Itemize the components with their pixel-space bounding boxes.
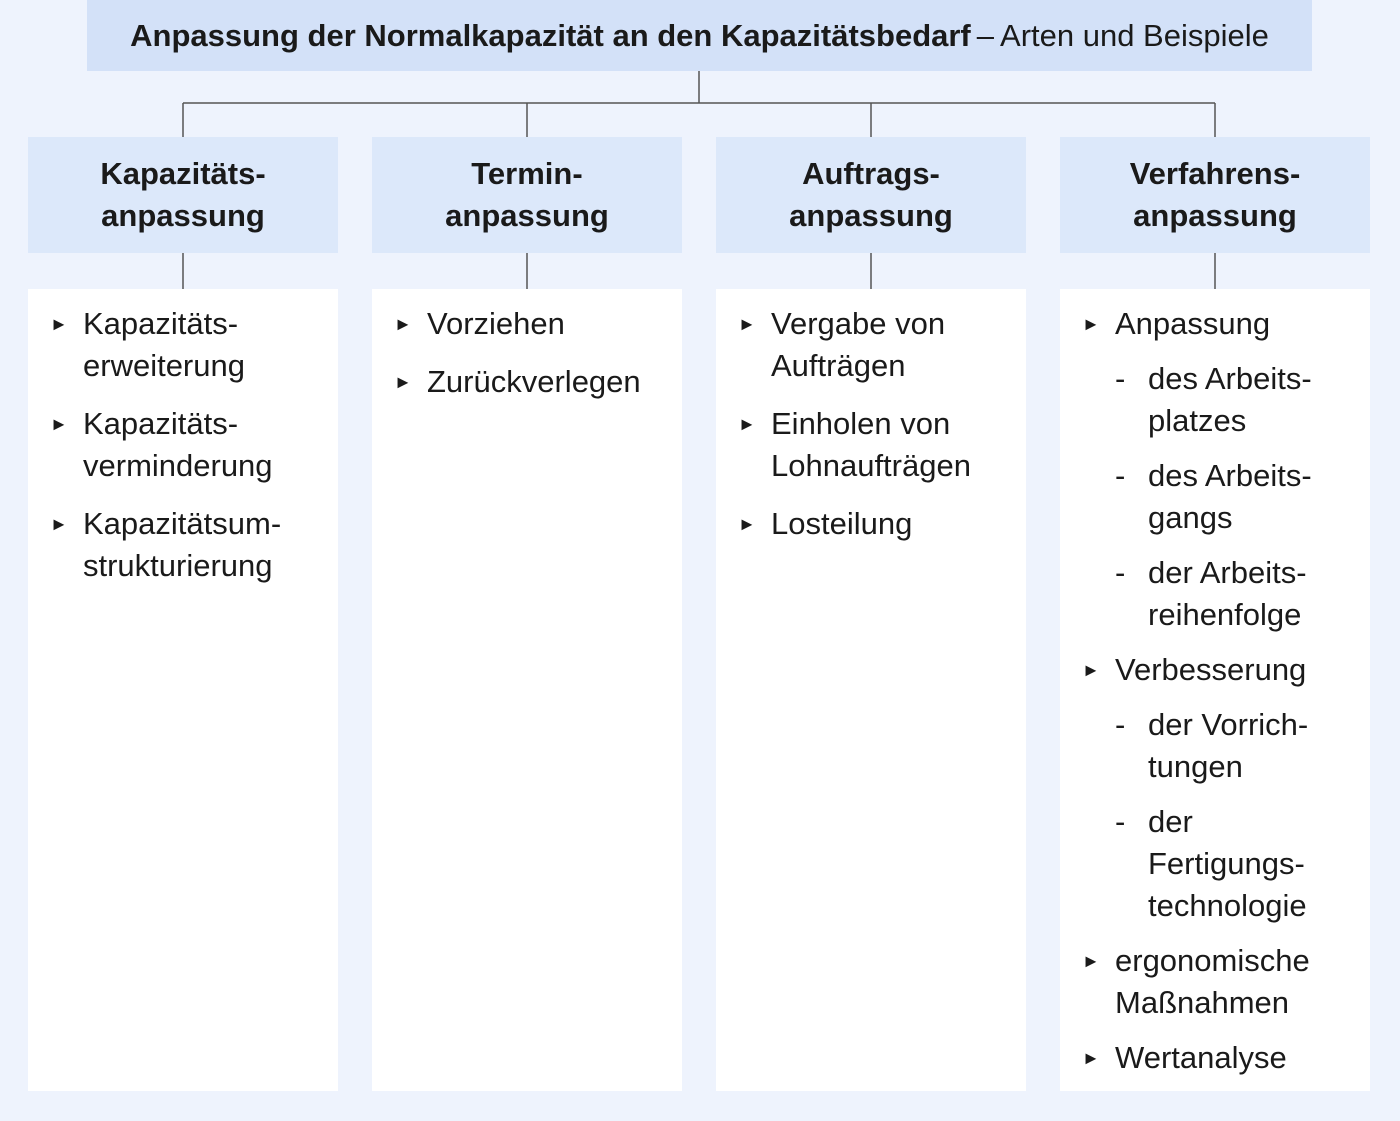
column-body-auftragsanpassung [716,289,1026,1091]
item-line: des Arbeits- [1148,361,1312,396]
dash-icon: - [1115,458,1126,493]
bullet-arrow-icon: ► [1082,1048,1100,1068]
column-body-kapazitaetsanpassung [28,289,338,1091]
item-line: strukturierung [83,548,273,583]
list-item [1060,1037,1360,1079]
item-line: erweiterung [83,348,245,383]
bullet-arrow-icon: ► [50,314,68,334]
column-head-line: Kapazitäts- [100,156,266,191]
item-line: der [1148,804,1193,839]
item-line: des Arbeits- [1148,458,1312,493]
list-item [28,303,328,387]
column-head-kapazitaetsanpassung [28,137,338,253]
list-item [1060,303,1360,345]
bullet-arrow-icon: ► [394,314,412,334]
item-line: gangs [1148,500,1233,535]
item-line: Vorziehen [427,306,565,341]
column-head-line: Termin- [471,156,583,191]
list-item [372,361,672,403]
list-item [28,403,328,487]
dash-icon: - [1115,707,1126,742]
item-line: tungen [1148,749,1243,784]
item-line: Anpassung [1115,306,1271,341]
bullet-arrow-icon: ► [1082,314,1100,334]
dash-icon: - [1115,804,1126,839]
title-rest: Arten und Beispiele [1000,17,1269,53]
item-line: Fertigungs- [1148,846,1305,881]
item-line: Kapazitätsum- [83,506,282,541]
sub-list-item [1060,455,1360,539]
item-line: technologie [1148,888,1307,923]
item-line: Einholen von [771,406,951,441]
sub-list-item [1060,801,1360,927]
bullet-arrow-icon: ► [1082,660,1100,680]
bullet-arrow-icon: ► [738,414,756,434]
item-line: Verbesserung [1115,652,1307,687]
sub-list-item [1060,358,1360,442]
item-line: der Arbeits- [1148,555,1307,590]
item-line: Losteilung [771,506,913,541]
bullet-arrow-icon: ► [394,372,412,392]
item-line: platzes [1148,403,1247,438]
column-head-line: anpassung [789,198,953,233]
bullet-arrow-icon: ► [738,514,756,534]
item-line: Vergabe von [771,306,946,341]
dash-icon: - [1115,555,1126,590]
item-line: ergonomische [1115,943,1310,978]
column-head-line: anpassung [1133,198,1297,233]
sub-list-item [1060,704,1360,788]
column-body-terminanpassung [372,289,682,1091]
item-line: Kapazitäts- [83,406,239,441]
item-line: reihenfolge [1148,597,1302,632]
column-head-line: anpassung [101,198,265,233]
item-line: Lohnaufträgen [771,448,971,483]
dash-icon: - [1115,361,1126,396]
item-line: Zurückverlegen [427,364,641,399]
list-item [1060,940,1360,1024]
list-item [716,503,1016,545]
list-item [28,503,328,587]
item-line: Wertanalyse [1115,1040,1287,1075]
list-item [1060,649,1360,691]
bullet-arrow-icon: ► [50,514,68,534]
item-line: verminderung [83,448,273,483]
column-head-line: anpassung [445,198,609,233]
item-line: der Vorrich- [1148,707,1309,742]
column-head-verfahrensanpassung [1060,137,1370,253]
item-line: Kapazitäts- [83,306,239,341]
list-item [716,303,1016,387]
column-head-line: Auftrags- [802,156,940,191]
title-bold: Anpassung der Normalkapazität an den Kapazitätsbedarf [130,17,971,53]
item-line: Aufträgen [771,348,906,383]
bullet-arrow-icon: ► [50,414,68,434]
bullet-arrow-icon: ► [1082,951,1100,971]
column-head-auftragsanpassung [716,137,1026,253]
bullet-arrow-icon: ► [738,314,756,334]
item-line: Maßnahmen [1115,985,1290,1020]
title-separator: – [976,17,995,53]
column-body-verfahrensanpassung [1060,289,1370,1091]
column-head-terminanpassung [372,137,682,253]
sub-list-item [1060,552,1360,636]
list-item [372,303,672,345]
column-head-line: Verfahrens- [1129,156,1301,191]
list-item [716,403,1016,487]
